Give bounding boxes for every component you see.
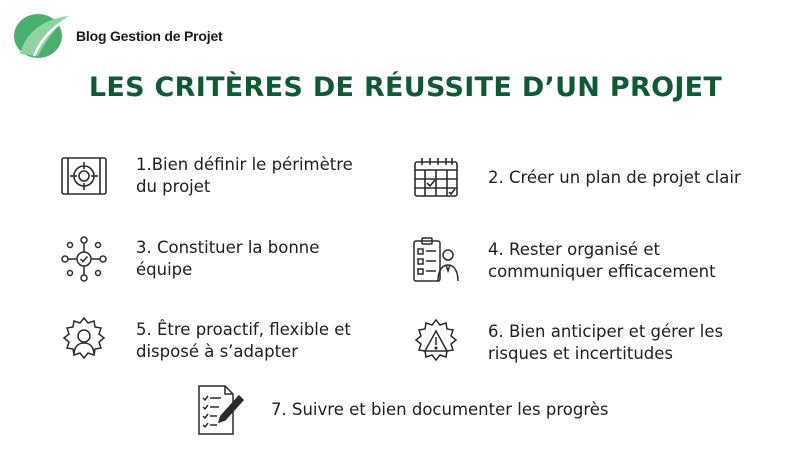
warning-gear-icon — [410, 317, 462, 369]
checklist-presenter-icon — [410, 235, 462, 287]
target-map-icon — [58, 150, 110, 202]
criterion-6-label: 6. Bien anticiper et gérer les risques et incertitudes — [488, 322, 724, 363]
criterion-3 — [58, 233, 319, 285]
criterion-4 — [410, 235, 716, 287]
criterion-1-label: 1.Bien définir le périmètre du projet — [136, 155, 353, 196]
brand-name: Blog Gestion de Projet — [76, 28, 223, 44]
calendar-icon — [410, 152, 462, 204]
criterion-7-label: 7. Suivre et bien documenter les progrès — [271, 400, 609, 419]
criterion-4-label: 4. Rester organisé et communiquer efficacement — [488, 240, 716, 281]
document-pen-icon — [193, 384, 245, 436]
brand-logo-icon — [12, 10, 72, 60]
criterion-3-label: 3. Constituer la bonne équipe — [136, 238, 320, 279]
criterion-2 — [410, 152, 741, 204]
criterion-6 — [410, 317, 723, 369]
criterion-5 — [58, 315, 351, 367]
criterion-2-label: 2. Créer un plan de projet clair — [488, 168, 741, 187]
team-network-icon — [58, 233, 110, 285]
page-title: LES CRITÈRES DE RÉUSSITE D’UN PROJET — [88, 72, 723, 103]
criterion-5-label: 5. Être proactif, flexible et disposé à s’adapter — [136, 320, 351, 361]
person-gear-icon — [58, 315, 110, 367]
criterion-1 — [58, 150, 353, 202]
criterion-7 — [193, 384, 609, 436]
